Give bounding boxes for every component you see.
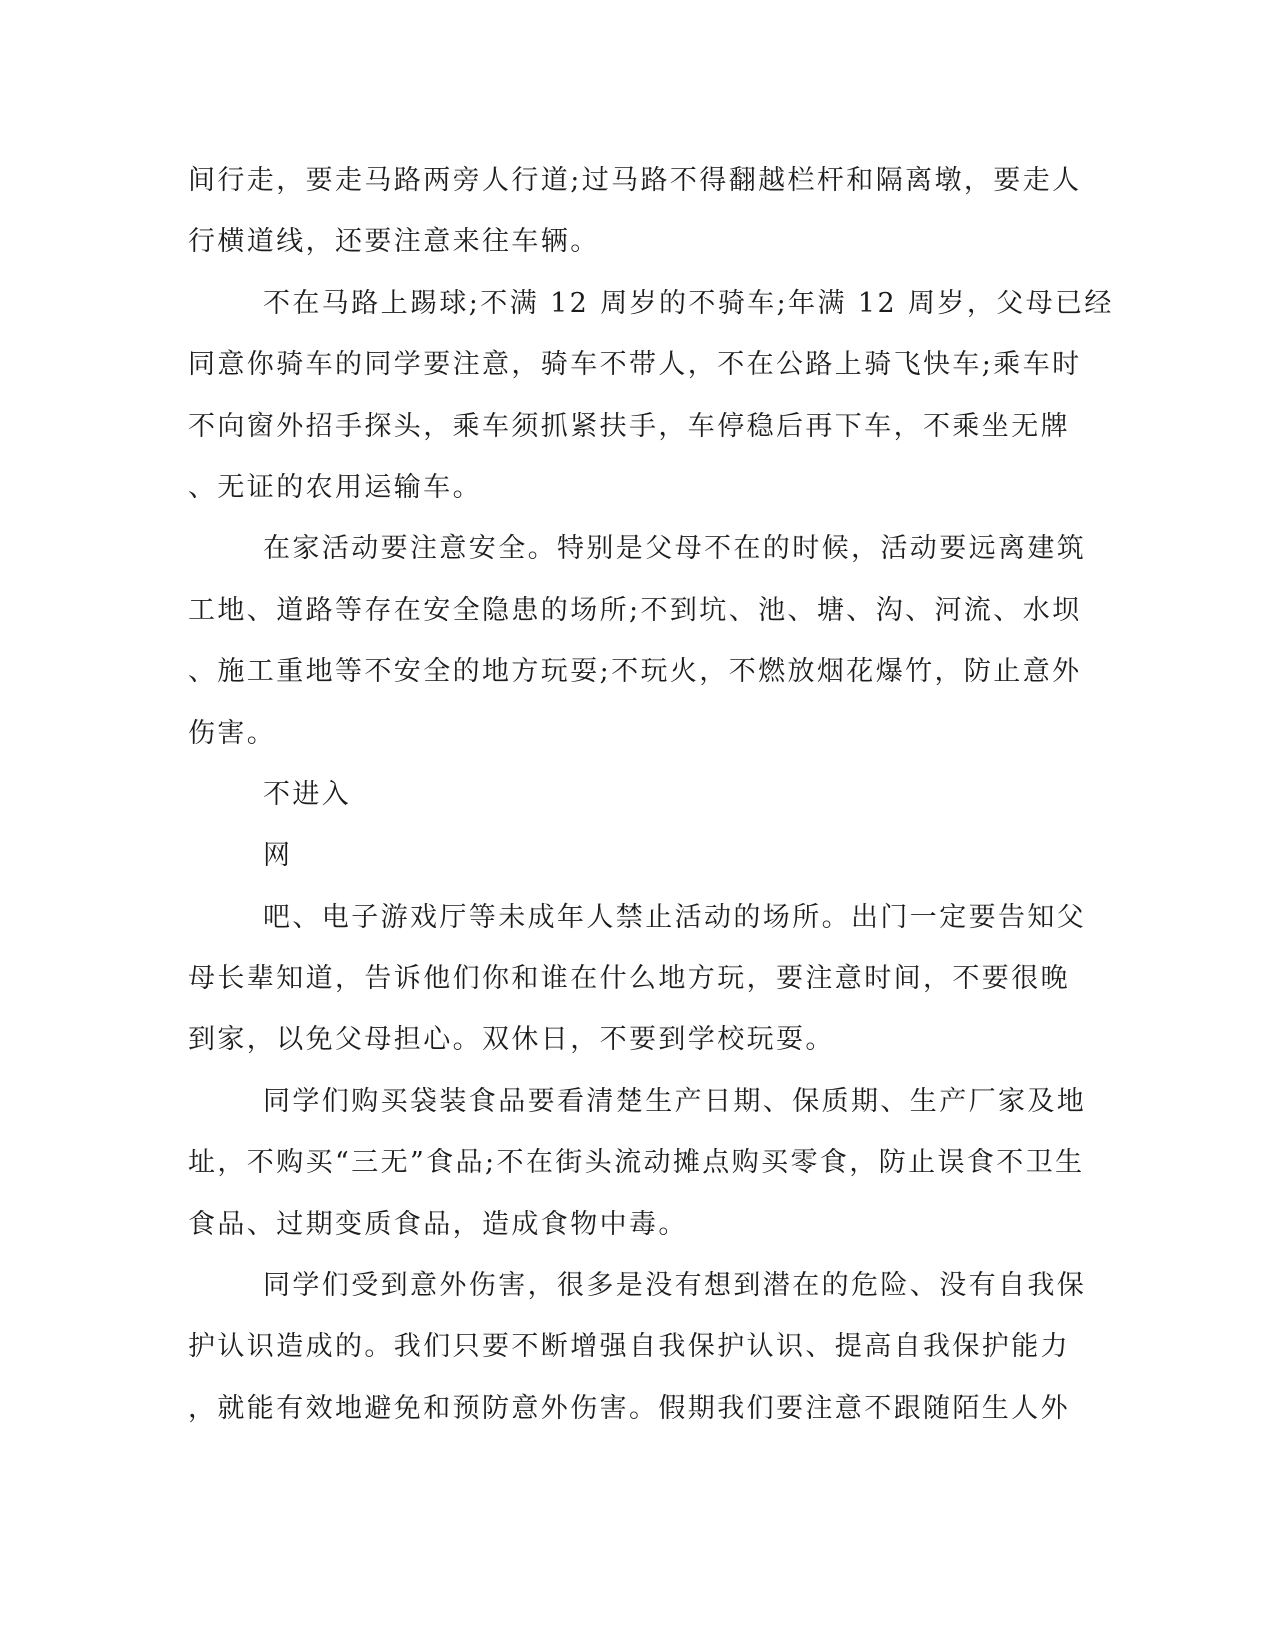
- text-line: 同学们购买袋装食品要看清楚生产日期、保质期、生产厂家及地: [263, 1085, 1087, 1117]
- text-line: 网: [263, 840, 293, 872]
- text-line: 到家，以免父母担心。双休日，不要到学校玩耍。: [188, 1024, 835, 1056]
- text-line: 工地、道路等存在安全隐患的场所;不到坑、池、塘、沟、河流、水坝: [188, 594, 1082, 626]
- text-line: 、无证的农用运输车。: [188, 471, 482, 503]
- text-line: 址，不购买“三无”食品;不在街头流动摊点购买零食，防止误食不卫生: [188, 1147, 1085, 1179]
- text-line: 食品、过期变质食品，造成食物中毒。: [188, 1208, 688, 1240]
- text-line: 护认识造成的。我们只要不断增强自我保护认识、提高自我保护能力: [188, 1331, 1070, 1363]
- text-line: 不进入: [263, 778, 352, 810]
- text-line: 在家活动要注意安全。特别是父母不在的时候，活动要远离建筑: [263, 533, 1087, 565]
- text-line: 间行走，要走马路两旁人行道;过马路不得翻越栏杆和隔离墩，要走人: [188, 165, 1082, 196]
- document-body: [188, 150, 1114, 1439]
- text-line: 同学们受到意外伤害，很多是没有想到潜在的危险、没有自我保: [263, 1270, 1087, 1302]
- text-line: 同意你骑车的同学要注意，骑车不带人，不在公路上骑飞快车;乘车时: [188, 349, 1082, 381]
- text-line: 吧、电子游戏厅等未成年人禁止活动的场所。出门一定要告知父: [263, 901, 1087, 933]
- text-line: 不在马路上踢球;不满 12 周岁的不骑车;年满 12 周岁，父母已经: [263, 287, 1114, 319]
- text-line: 行横道线，还要注意来往车辆。: [188, 226, 600, 258]
- text-line: 、施工重地等不安全的地方玩耍;不玩火，不燃放烟花爆竹，防止意外: [188, 656, 1082, 688]
- text-line: ，就能有效地避免和预防意外伤害。假期我们要注意不跟随陌生人外: [188, 1392, 1070, 1424]
- text-line: 不向窗外招手探头，乘车须抓紧扶手，车停稳后再下车，不乘坐无牌: [188, 410, 1070, 442]
- text-line: 母长辈知道，告诉他们你和谁在什么地方玩，要注意时间，不要很晚: [188, 963, 1070, 995]
- text-line: 伤害。: [188, 717, 277, 749]
